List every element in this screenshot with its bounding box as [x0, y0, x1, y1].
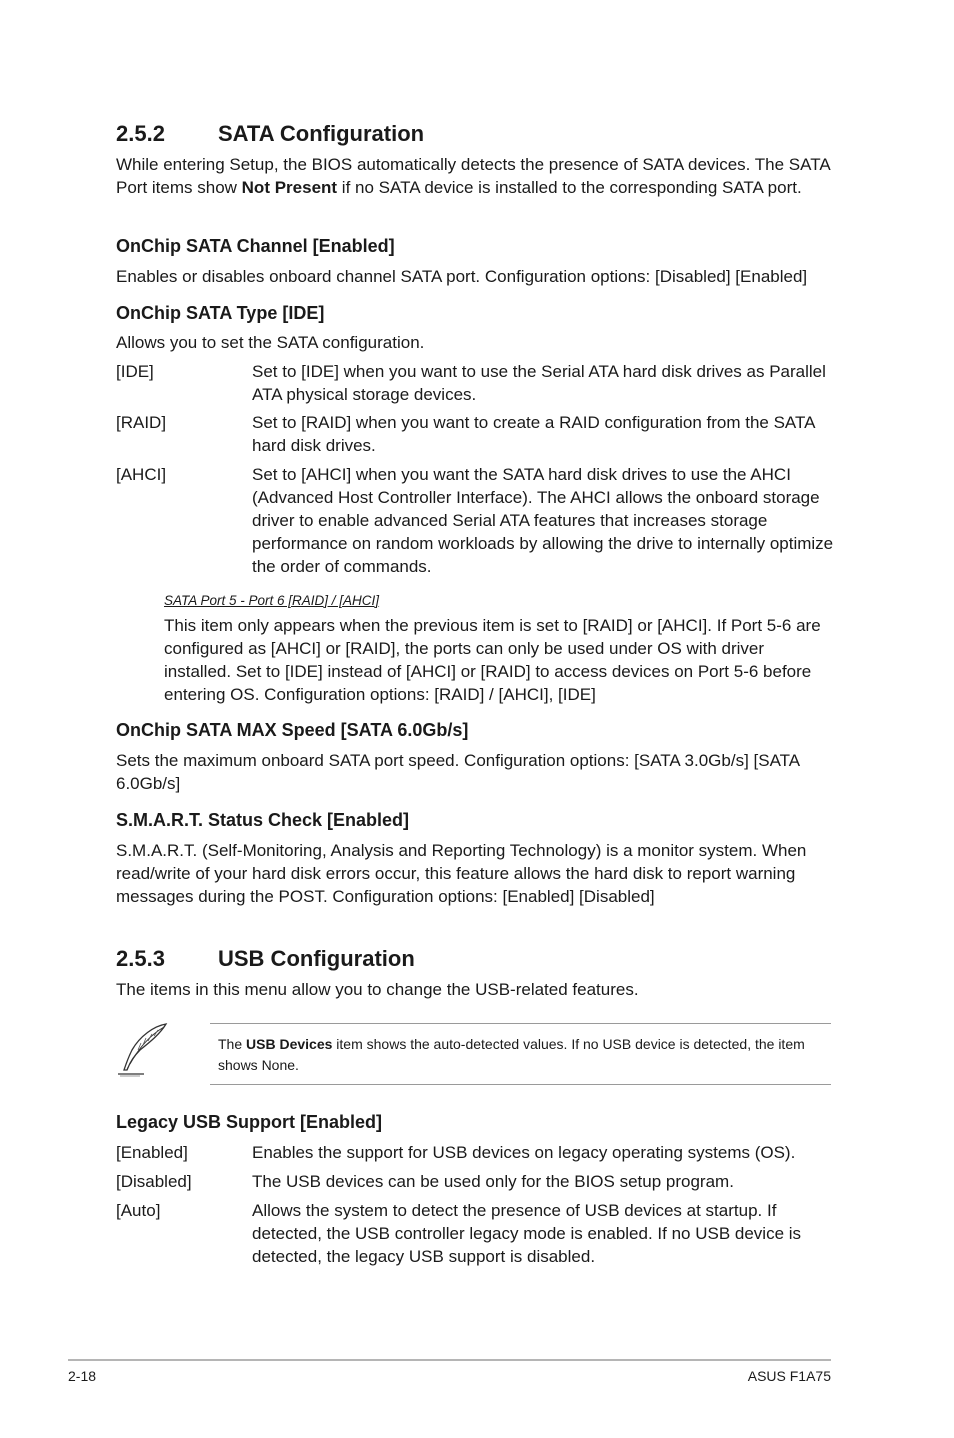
- sata-type-text: Allows you to set the SATA configuration.: [116, 333, 425, 352]
- note-bold: USB Devices: [246, 1036, 333, 1052]
- note-text-start: The: [218, 1036, 247, 1052]
- section-heading-usb: [116, 946, 415, 972]
- sata-intro-text: While entering Setup, the BIOS automatically detects the presence of SATA devices. The SATA Port items show: [116, 155, 830, 197]
- option-key-enabled: [Enabled]: [116, 1143, 188, 1162]
- subitem-title-sata-port: SATA Port 5 - Port 6 [RAID] / [AHCI]: [164, 593, 380, 608]
- option-key-disabled: [Disabled]: [116, 1172, 192, 1191]
- option-desc-raid: Set to [RAID] when you want to create a RAID configuration from the SATA hard disk drives.: [252, 413, 815, 455]
- option-key-ide: [IDE]: [116, 362, 154, 381]
- section-title: USB Configuration: [218, 946, 415, 971]
- sata-intro-bold: Not Present: [241, 178, 338, 197]
- note-box: [210, 1023, 831, 1085]
- option-desc-enabled: Enables the support for USB devices on legacy operating systems (OS).: [252, 1143, 796, 1162]
- section-number: 2.5.2: [116, 121, 165, 146]
- page-number: 2-18: [68, 1368, 97, 1384]
- subitem-text-sata-port: This item only appears when the previous item is set to [RAID] or [AHCI]. If Port 5-6 are configured as [AHCI] or [RAID], the ports can only be used under OS with driver installed. Set to [IDE] instead of [AHCI] or [RAID] to access devices on Port 5-6 before entering OS. Configuration options: [RAID] / [AHCI], [IDE]: [164, 616, 821, 704]
- option-desc-ide: Set to [IDE] when you want to use the Serial ATA hard disk drives as Parallel ATA physical storage devices.: [252, 362, 826, 404]
- product-name: ASUS F1A75: [747, 1368, 831, 1384]
- sata-channel-text: Enables or disables onboard channel SATA port. Configuration options: [Disabled] [Enabled]: [116, 267, 808, 286]
- heading-sata-type: OnChip SATA Type [IDE]: [116, 303, 325, 323]
- note-text-end: item shows the auto-detected values. If no USB device is detected, the item shows None.: [218, 1036, 805, 1073]
- option-key-ahci: [AHCI]: [116, 465, 167, 484]
- sata-speed-text: Sets the maximum onboard SATA port speed. Configuration options: [SATA 3.0Gb/s] [SATA 6.0Gb/s]: [116, 751, 800, 793]
- section-title: SATA Configuration: [218, 121, 425, 146]
- option-desc-disabled: The USB devices can be used only for the BIOS setup program.: [252, 1172, 734, 1191]
- option-key-raid: [RAID]: [116, 413, 167, 432]
- note-text: [218, 1034, 824, 1076]
- option-desc-auto: Allows the system to detect the presence of USB devices at startup. If detected, the USB controller legacy mode is enabled. If no USB device is detected, the legacy USB support is disabled.: [252, 1201, 802, 1266]
- section-heading-sata: [116, 121, 424, 147]
- heading-legacy-usb: Legacy USB Support [Enabled]: [116, 1112, 383, 1132]
- smart-text: S.M.A.R.T. (Self-Monitoring, Analysis and Reporting Technology) is a monitor system. When read/write of your hard disk errors occur, this feature allows the hard disk to report warning messages during the POST. Configuration options: [Enabled] [Disabled]: [116, 841, 807, 906]
- option-desc-ahci: Set to [AHCI] when you want the SATA hard disk drives to use the AHCI (Advanced Host Controller Interface). The AHCI allows the onboard storage driver to enable advanced Serial ATA features that increases storage performance on random workloads by allowing the drive to internally optimize the order of commands.: [252, 465, 834, 576]
- heading-sata-speed: OnChip SATA MAX Speed [SATA 6.0Gb/s]: [116, 720, 469, 740]
- sata-intro-text-end: if no SATA device is installed to the corresponding SATA port.: [337, 178, 802, 197]
- feather-pen-icon: [114, 1020, 172, 1078]
- heading-smart: S.M.A.R.T. Status Check [Enabled]: [116, 810, 410, 830]
- heading-sata-channel: OnChip SATA Channel [Enabled]: [116, 236, 395, 256]
- section-number: 2.5.3: [116, 946, 165, 971]
- usb-intro: The items in this menu allow you to change the USB-related features.: [116, 980, 639, 999]
- footer-divider: [68, 1359, 831, 1361]
- option-key-auto: [Auto]: [116, 1201, 161, 1220]
- sata-intro: [116, 153, 834, 199]
